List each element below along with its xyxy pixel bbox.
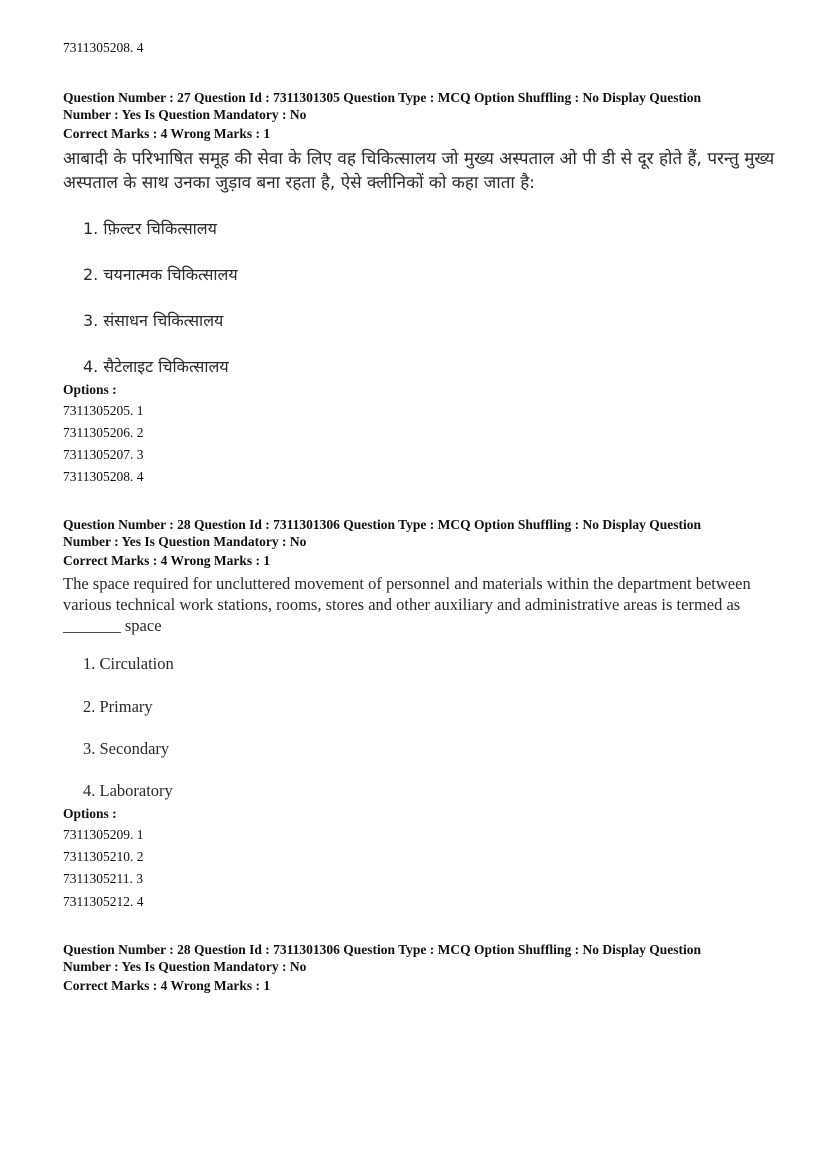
question-header-line1: Question Number : 28 Question Id : 7311301306 Question Type : MCQ Option Shuffling : No Display Question bbox=[63, 517, 701, 532]
options-label: Options : bbox=[63, 382, 117, 397]
choice-2: 2. चयनात्मक चिकित्सालय bbox=[83, 265, 238, 284]
question-marks: Correct Marks : 4 Wrong Marks : 1 bbox=[63, 126, 271, 141]
option-id: 7311305207. 3 bbox=[63, 447, 144, 462]
choice-3: 3. संसाधन चिकित्सालय bbox=[83, 311, 224, 330]
option-id: 7311305211. 3 bbox=[63, 871, 143, 886]
option-id: 7311305208. 4 bbox=[63, 469, 144, 484]
choice-2: 2. Primary bbox=[83, 697, 153, 716]
question-marks: Correct Marks : 4 Wrong Marks : 1 bbox=[63, 553, 271, 568]
option-id: 7311305209. 1 bbox=[63, 827, 144, 842]
option-id: 7311305205. 1 bbox=[63, 403, 144, 418]
question-header-line2: Number : Yes Is Question Mandatory : No bbox=[63, 107, 307, 122]
question-text: आबादी के परिभाषित समूह की सेवा के लिए वह चिकित्सालय जो मुख्य अस्पताल ओ पी डी से दूर होते हैं, परन्तु मुख्य अस्पताल के साथ उनका जुड़ाव बना रहता है, ऐसे क्लीनिकों को कहा जाता है: bbox=[63, 149, 775, 193]
question-marks: Correct Marks : 4 Wrong Marks : 1 bbox=[63, 978, 271, 993]
question-header-line2: Number : Yes Is Question Mandatory : No bbox=[63, 534, 307, 549]
choice-3: 3. Secondary bbox=[83, 739, 170, 758]
option-id: 7311305206. 2 bbox=[63, 425, 144, 440]
choice-1: 1. फ़िल्टर चिकित्सालय bbox=[83, 219, 217, 238]
question-header-line2: Number : Yes Is Question Mandatory : No bbox=[63, 959, 307, 974]
option-id-carryover: 7311305208. 4 bbox=[63, 40, 144, 55]
options-label: Options : bbox=[63, 806, 117, 821]
choice-4: 4. Laboratory bbox=[83, 781, 173, 800]
choice-1: 1. Circulation bbox=[83, 654, 174, 673]
question-header-line1: Question Number : 28 Question Id : 7311301306 Question Type : MCQ Option Shuffling : No Display Question bbox=[63, 942, 701, 957]
question-header-line1: Question Number : 27 Question Id : 7311301305 Question Type : MCQ Option Shuffling : No Display Question bbox=[63, 90, 701, 105]
choice-4: 4. सैटेलाइट चिकित्सालय bbox=[83, 357, 229, 376]
option-id: 7311305212. 4 bbox=[63, 894, 144, 909]
option-id: 7311305210. 2 bbox=[63, 849, 144, 864]
question-text: The space required for uncluttered movement of personnel and materials within the department between various technical work stations, rooms, stores and other auxiliary and administrative areas is termed as _______ space bbox=[63, 574, 751, 635]
